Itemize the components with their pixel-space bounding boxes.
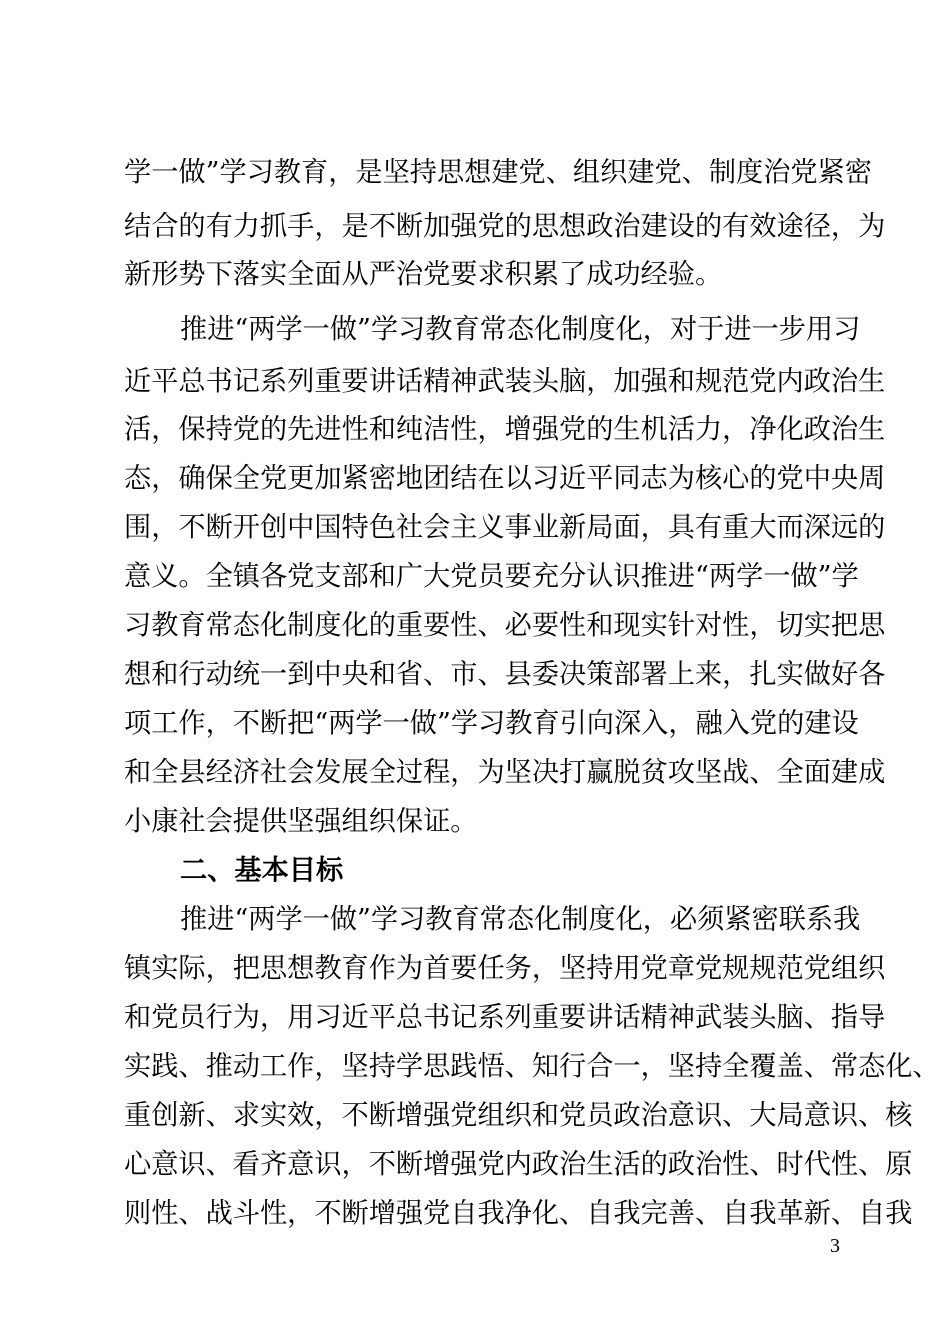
paragraph-3-line-3: 和党员行为，用习近平总书记系列重要讲话精神武装头脑、指导 (124, 1002, 886, 1033)
paragraph-1-line-2: 结合的有力抓手，是不断加强党的思想政治建设的有效途径，为 (124, 211, 886, 242)
paragraph-2-line-3: 活，保持党的先进性和纯洁性，增强党的生机活力，净化政治生 (124, 414, 886, 445)
paragraph-3-line-4: 实践、推动工作，坚持学思践悟、知行合一，坚持全覆盖、常态化、 (124, 1051, 940, 1082)
paragraph-2-line-2: 近平总书记系列重要讲话精神武装头脑，加强和规范党内政治生 (124, 366, 886, 397)
paragraph-2-line-7: 习教育常态化制度化的重要性、必要性和现实针对性，切实把思 (124, 610, 886, 641)
section-heading: 二、基本目标 (180, 855, 344, 886)
paragraph-3-line-5: 重创新、求实效，不断增强党组织和党员政治意识、大局意识、核 (124, 1100, 913, 1131)
paragraph-3-line-1: 推进“两学一做”学习教育常态化制度化，必须紧密联系我 (180, 904, 861, 935)
paragraph-3-line-2: 镇实际，把思想教育作为首要任务，坚持用党章党规规范党组织 (124, 953, 886, 984)
paragraph-2-line-9: 项工作，不断把“两学一做”学习教育引向深入，融入党的建设 (124, 708, 859, 739)
paragraph-1-line-1: 学一做”学习教育，是坚持思想建党、组织建党、制度治党紧密 (124, 157, 872, 188)
paragraph-2-line-5: 围，不断开创中国特色社会主义事业新局面，具有重大而深远的 (124, 512, 886, 543)
page-number: 3 (830, 1235, 840, 1257)
paragraph-2-line-4: 态，确保全党更加紧密地团结在以习近平同志为核心的党中央周 (124, 463, 886, 494)
paragraph-2-line-10: 和全县经济社会发展全过程，为坚决打赢脱贫攻坚战、全面建成 (124, 757, 886, 788)
paragraph-2-line-1: 推进“两学一做”学习教育常态化制度化，对于进一步用习 (180, 314, 861, 345)
paragraph-2-line-8: 想和行动统一到中央和省、市、县委决策部署上来，扎实做好各 (124, 659, 886, 690)
paragraph-1-line-3: 新形势下落实全面从严治党要求积累了成功经验。 (124, 259, 723, 290)
paragraph-2-line-6: 意义。全镇各党支部和广大党员要充分认识推进“两学一做”学 (124, 561, 859, 592)
paragraph-3-line-6: 心意识、看齐意识，不断增强党内政治生活的政治性、时代性、原 (124, 1149, 913, 1180)
paragraph-3-line-7: 则性、战斗性，不断增强党自我净化、自我完善、自我革新、自我 (124, 1198, 913, 1229)
paragraph-2-line-11: 小康社会提供坚强组织保证。 (124, 806, 478, 837)
